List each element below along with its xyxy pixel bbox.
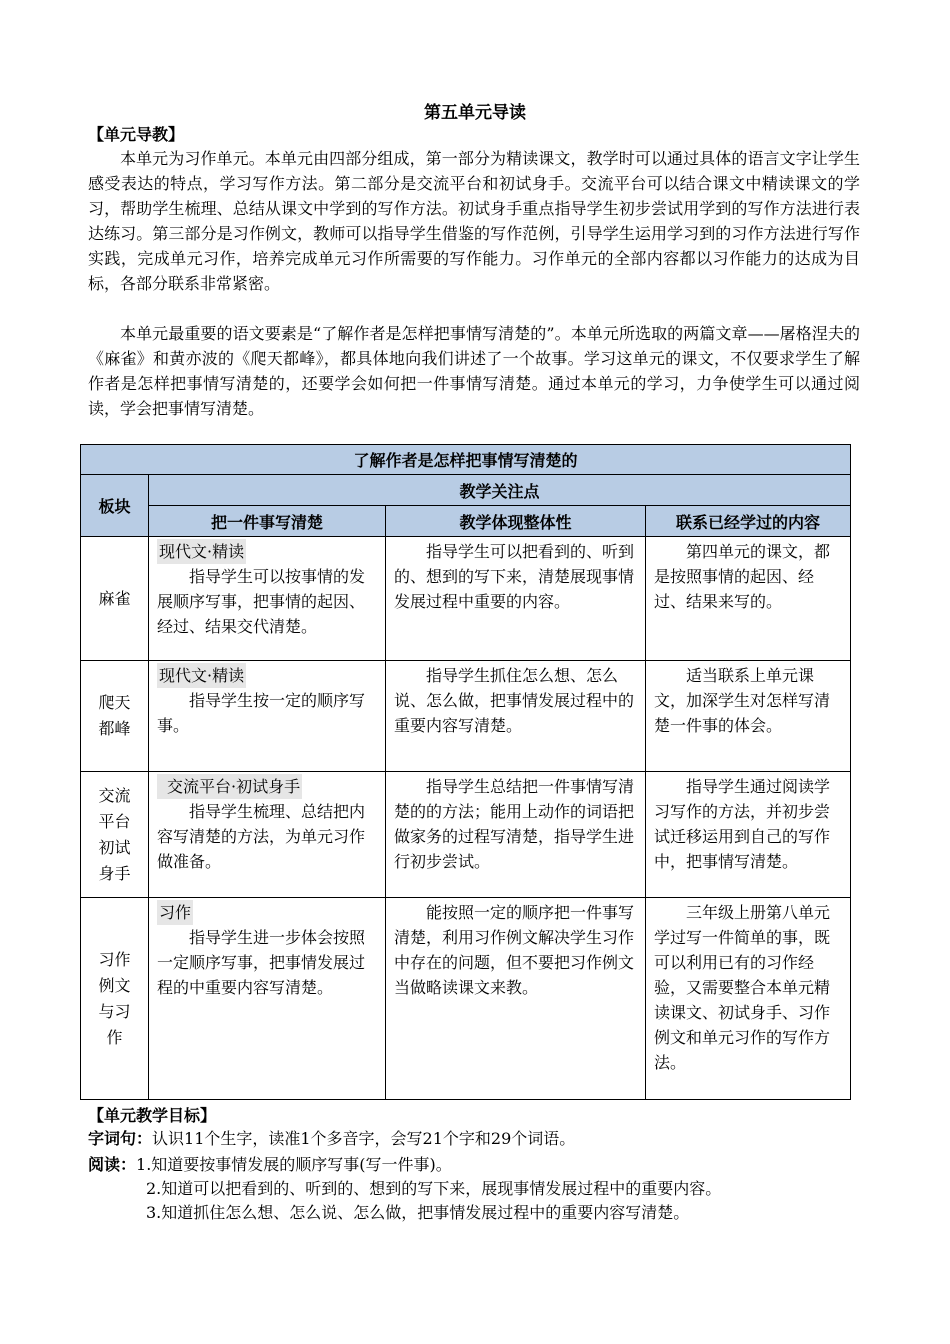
header-col-1: 把一件事写清楚 (149, 506, 386, 537)
link-cell (646, 537, 851, 661)
guide-paragraph-1: 本单元为习作单元。本单元由四部分组成，第一部分为精读课文，教学时可以通过具体的语言文字让学生感受表达的特点，学习写作方法。第二部分是交流平台和初试身手。交流平台可以结合课文中精读课文的学习，帮助学生梳理、总结从课文中学到的写作方法。初试身手重点指导学生初步尝试用学到的写作方法进行表达练习。第三部分是习作例文，教师可以指导学生借鉴的写作范例，引导学生运用学习到的习作方法进行写作实践，完成单元习作，培养完成单元习作所需要的写作能力。习作单元的全部内容都以习作能力的达成为目标，各部分联系非常紧密。 (88, 149, 860, 293)
page-title: 第五单元导读 (424, 103, 526, 123)
cell-text: 第四单元的课文，都是按照事情的起因、经过、结果来写的。 (654, 542, 831, 611)
lesson-tag: 现代文·精读 (157, 539, 246, 564)
lesson-tag: 习作 (157, 900, 193, 925)
integrity-cell (386, 661, 646, 772)
cell-text: 指导学生梳理、总结把内容写清楚的方法，为单元习作做准备。 (157, 802, 366, 871)
guide-paragraph-2: 本单元最重要的语文要素是“了解作者是怎样把事情写清楚的”。本单元所选取的两篇文章——屠格涅夫的《麻雀》和黄亦波的《爬天都峰》，都具体地向我们讲述了一个故事。学习这单元的课文，不仅要求学生了解作者是怎样把事情写清楚的，还要学会如何把一件事情写清楚。通过本单元的学习，力争使学生可以通过阅读，学会把事情写清楚。 (88, 324, 860, 418)
goal-words-label: 字词句： (88, 1129, 153, 1148)
block-name (81, 772, 149, 898)
goal-reading (88, 1153, 452, 1177)
cell-text: 指导学生进一步体会按照一定顺序写事，把事情发展过程的中重要内容写清楚。 (157, 928, 366, 997)
block-name (81, 661, 149, 772)
link-cell (646, 898, 851, 1100)
link-cell (646, 772, 851, 898)
table-title: 了解作者是怎样把事情写清楚的 (81, 445, 851, 475)
integrity-cell (386, 537, 646, 661)
goals-heading: 【单元教学目标】 (88, 1106, 217, 1125)
lesson-tag: 现代文·精读 (157, 663, 246, 688)
integrity-cell (386, 772, 646, 898)
focus-cell (149, 898, 386, 1100)
header-group: 教学关注点 (149, 475, 851, 506)
cell-text: 指导学生抓住怎么想、怎么说、怎么做，把事情发展过程中的重要内容写清楚。 (394, 666, 635, 735)
guide-heading: 【单元导教】 (88, 125, 185, 144)
goal-reading-label: 阅读： (88, 1155, 137, 1174)
goal-reading-item-2: 2.知道可以把看到的、听到的、想到的写下来，展现事情发展过程中的重要内容。 (146, 1179, 722, 1198)
header-block: 板块 (81, 475, 149, 537)
focus-cell (149, 661, 386, 772)
block-name-text: 习作例文与习作 (98, 949, 131, 1047)
cell-text: 指导学生可以按事情的发展顺序写事，把事情的起因、经过、结果交代清楚。 (157, 567, 366, 636)
cell-text: 指导学生总结把一件事情写清楚的的方法；能用上动作的词语把做家务的过程写清楚，指导学生进行初步尝试。 (394, 777, 635, 871)
focus-cell (149, 772, 386, 898)
cell-text: 指导学生可以把看到的、听到的、想到的写下来，清楚展现事情发展过程中重要的内容。 (394, 542, 635, 611)
goal-reading-item-1: 1.知道要按事情发展的顺序写事(写一件事)。 (136, 1155, 452, 1174)
table-row (81, 772, 851, 898)
focus-cell (149, 537, 386, 661)
table-row (81, 898, 851, 1100)
focus-table (80, 444, 851, 1100)
cell-text: 三年级上册第八单元学过写一件简单的事，既可以利用已有的习作经验，又需要整合本单元精读课文、初试身手、习作例文和单元习作的写作方法。 (654, 903, 831, 1072)
cell-text: 能按照一定的顺序把一件事写清楚，利用习作例文解决学生习作中存在的问题，但不要把习作例文当做略读课文来教。 (394, 903, 635, 997)
goal-words (88, 1127, 575, 1151)
block-name (81, 898, 149, 1100)
link-cell (646, 661, 851, 772)
table-row (81, 537, 851, 661)
integrity-cell (386, 898, 646, 1100)
lesson-tag: 交流平台·初试身手 (157, 774, 302, 799)
block-name: 麻雀 (81, 537, 149, 661)
block-name-text: 交流平台初试身手 (98, 785, 131, 883)
cell-text: 指导学生按一定的顺序写事。 (157, 691, 366, 735)
header-col-2: 教学体现整体性 (386, 506, 646, 537)
cell-text: 适当联系上单元课文，加深学生对怎样写清楚一件事的体会。 (654, 666, 831, 735)
block-name-text: 爬天都峰 (98, 693, 131, 738)
table-row (81, 661, 851, 772)
header-col-3: 联系已经学过的内容 (646, 506, 851, 537)
goal-reading-item-3: 3.知道抓住怎么想、怎么说、怎么做，把事情发展过程中的重要内容写清楚。 (146, 1203, 690, 1222)
cell-text: 指导学生通过阅读学习写作的方法，并初步尝试迁移运用到自己的写作中，把事情写清楚。 (654, 777, 831, 871)
goal-words-text: 认识11个生字，读准1个多音字，会写21个字和29个词语。 (152, 1129, 576, 1148)
